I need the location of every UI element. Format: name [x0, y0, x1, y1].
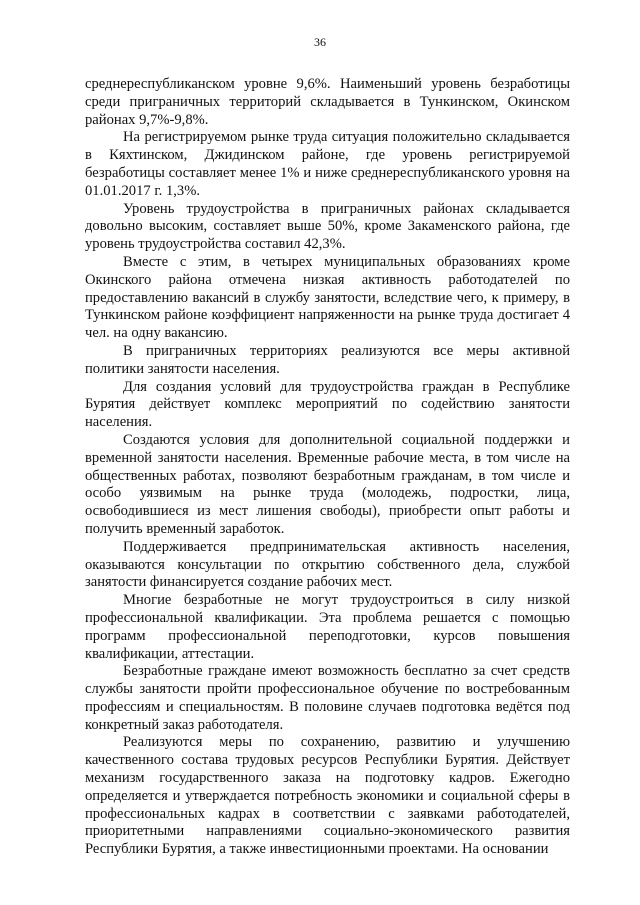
- body-text: [85, 76, 570, 859]
- paragraph-5: В приграничных территориях реализуются все меры активной политики занятости населения.: [85, 342, 570, 377]
- paragraph-10: Безработные граждане имеют возможность бесплатно за счет средств службы занятости пройти профессиональное обучение по востребованным профессиям и специальностям. В половине случаев подготовка ведётся под конкретный заказ работодателя.: [85, 663, 570, 733]
- paragraph-2: На регистрируемом рынке труда ситуация положительно складывается в Кяхтинском, Джидинском районе, где уровень регистрируемой безработицы составляет менее 1% и ниже среднереспубликанского уровня на 01.01.2017 г. 1,3%.: [85, 129, 570, 199]
- paragraph-1: среднереспубликанском уровне 9,6%. Наименьший уровень безработицы среди приграничных территорий складывается в Тункинском, Окинском районах 9,7%-9,8%.: [85, 76, 570, 128]
- paragraph-4: Вместе с этим, в четырех муниципальных образованиях кроме Окинского района отмечена низкая активность работодателей по предоставлению вакансий в службу занятости, вследствие чего, к примеру, в Тункинском районе коэффициент напряженности на рынке труда достигает 4 чел. на одну вакансию.: [85, 253, 570, 342]
- paragraph-7: Создаются условия для дополнительной социальной поддержки и временной занятости населения. Временные рабочие места, в том числе на общественных работах, позволяют безработным гражданам, в том числе и особо уязвимым на рынке труда (молодежь, подростки, лица, освободившиеся из мест лишения свободы), приобрести опыт работы и получить временный заработок.: [85, 431, 570, 537]
- paragraph-9: Многие безработные не могут трудоустроиться в силу низкой профессиональной квалификации. Эта проблема решается с помощью программ профессиональной переподготовки, курсов повышения квалификации, аттестации.: [85, 592, 570, 662]
- paragraph-3: Уровень трудоустройства в приграничных районах складывается довольно высоким, составляет выше 50%, кроме Закаменского района, где уровень трудоустройства составил 42,3%.: [85, 200, 570, 253]
- page-number: 36: [314, 35, 326, 49]
- paragraph-6: Для создания условий для трудоустройства граждан в Республике Бурятия действует комплекс мероприятий по содействию занятости населения.: [85, 378, 570, 431]
- paragraph-11: Реализуются меры по сохранению, развитию и улучшению качественного состава трудовых ресурсов Республики Бурятия. Действует механизм государственного заказа на подготовку кадров. Ежегодно определяется и утверждается потребность экономики и социальной сферы в профессиональных кадрах в соответствии с заявками работодателей, приоритетными направлениями социально-экономического развития Республики Бурятия, а также инвестиционными проектами. На основании: [85, 734, 570, 858]
- paragraph-8: Поддерживается предпринимательская активность населения, оказываются консультации по открытию собственного дела, службой занятости финансируется создание рабочих мест.: [85, 538, 570, 591]
